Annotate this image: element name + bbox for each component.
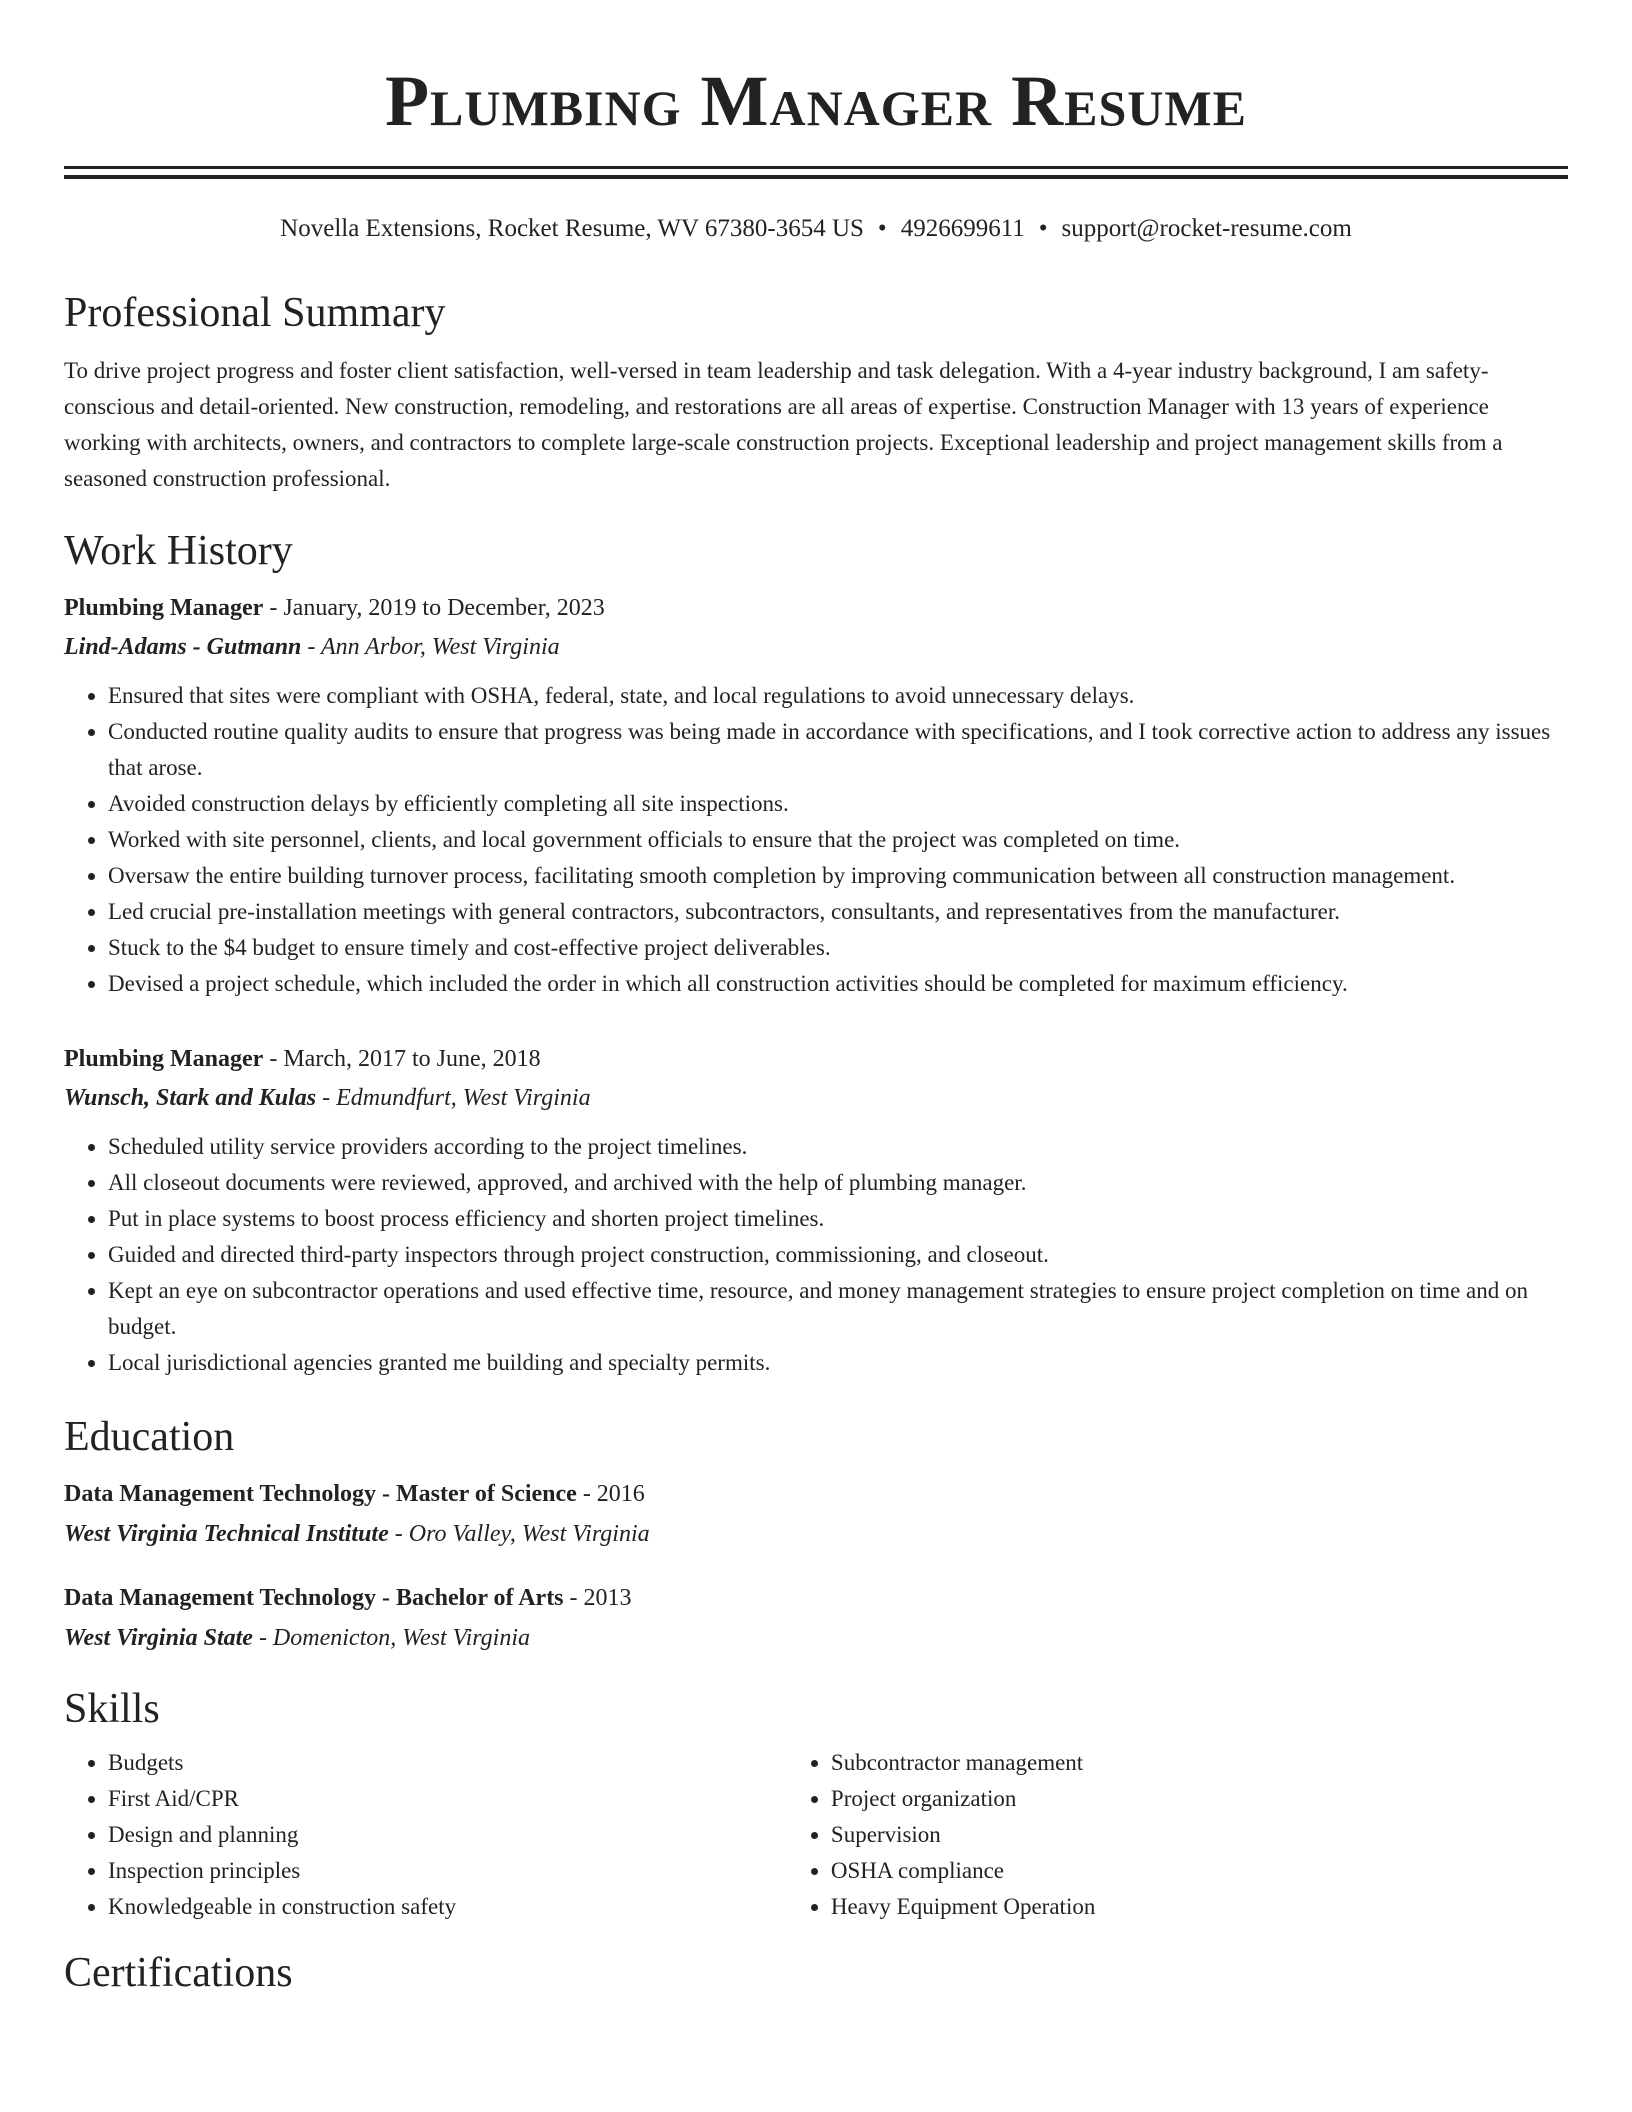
job-dates: - January, 2019 to December, 2023 — [263, 595, 605, 621]
list-item: • Scheduled utility service providers according to the project timelines. — [108, 1129, 1568, 1165]
skill-item: • Inspection principles — [108, 1853, 787, 1889]
job-title: Plumbing Manager — [64, 595, 264, 621]
skills-column-right — [787, 1745, 1568, 1925]
degree-year: - 2013 — [563, 1585, 632, 1611]
job-dates: - March, 2017 to June, 2018 — [263, 1046, 541, 1072]
contact-separator: • — [1038, 215, 1048, 242]
job-company-line — [64, 630, 1568, 664]
contact-line — [64, 213, 1568, 245]
title-divider-top — [64, 166, 1568, 169]
skill-item: • OSHA compliance — [831, 1853, 1568, 1889]
work-history-heading: Work History — [64, 528, 293, 574]
degree-name: Data Management Technology - Bachelor of Arts — [64, 1585, 564, 1611]
list-item: • All closeout documents were reviewed, approved, and archived with the help of plumbing manager. — [108, 1165, 1568, 1201]
skill-item: • First Aid/CPR — [108, 1781, 787, 1817]
list-item: • Put in place systems to boost process efficiency and shorten project timelines. — [108, 1201, 1568, 1237]
list-item: • Local jurisdictional agencies granted me building and specialty permits. — [108, 1345, 1568, 1381]
education-entry — [64, 1477, 1568, 1551]
skill-item: • Knowledgeable in construction safety — [108, 1889, 787, 1925]
list-item: • Devised a project schedule, which included the order in which all construction activities should be completed for maximum efficiency. — [108, 966, 1568, 1002]
list-item: • Conducted routine quality audits to ensure that progress was being made in accordance with specifications, and I took corrective action to address any issues that arose. — [108, 714, 1568, 786]
list-item: • Worked with site personnel, clients, and local government officials to ensure that the project was completed on time. — [108, 822, 1568, 858]
job-company: Wunsch, Stark and Kulas — [64, 1085, 317, 1111]
degree-line — [64, 1581, 1568, 1615]
job-bullets — [64, 1129, 1568, 1381]
resume-page — [64, 0, 1568, 1999]
skill-item: • Design and planning — [108, 1817, 787, 1853]
list-item: • Ensured that sites were compliant with OSHA, federal, state, and local regulations to avoid unnecessary delays. — [108, 678, 1568, 714]
school-line — [64, 1517, 1568, 1551]
job-title-line — [64, 591, 1568, 625]
contact-separator: • — [877, 215, 887, 242]
contact-email: support@rocket-resume.com — [1061, 215, 1352, 242]
job-company: Lind-Adams - Gutmann — [64, 634, 302, 660]
skill-item: • Heavy Equipment Operation — [831, 1889, 1568, 1925]
skills-column-left — [64, 1745, 787, 1925]
summary-heading: Professional Summary — [64, 290, 446, 336]
summary-text: To drive project progress and foster client satisfaction, well-versed in team leadership and task delegation. With a 4-year industry background, I am safety-conscious and detail-oriented. New construction, remodeling, and restorations are all areas of expertise. Construction Manager with 13 years of experience working with architects, owners, and contractors to complete large-scale construction projects. Exceptional leadership and project management skills from a seasoned construction professional. — [64, 358, 1503, 491]
page-title: Plumbing Manager Resume — [385, 61, 1247, 141]
contact-address: Novella Extensions, Rocket Resume, WV 67380-3654 US — [280, 215, 864, 242]
list-item: • Avoided construction delays by efficiently completing all site inspections. — [108, 786, 1568, 822]
job-location: - Ann Arbor, West Virginia — [301, 634, 560, 660]
list-item: • Stuck to the $4 budget to ensure timely and cost-effective project deliverables. — [108, 930, 1568, 966]
degree-line — [64, 1477, 1568, 1511]
skill-item: • Subcontractor management — [831, 1745, 1568, 1781]
job-company-line — [64, 1081, 1568, 1115]
skill-item: • Project organization — [831, 1781, 1568, 1817]
skill-item: • Budgets — [108, 1745, 787, 1781]
list-item: • Oversaw the entire building turnover process, facilitating smooth completion by improving communication between all construction management. — [108, 858, 1568, 894]
list-item: • Kept an eye on subcontractor operations and used effective time, resource, and money management strategies to ensure project completion on time and on budget. — [108, 1273, 1568, 1345]
certifications-heading: Certifications — [64, 1950, 293, 1996]
skills-list — [64, 1745, 1568, 1925]
list-item: • Guided and directed third-party inspectors through project construction, commissioning, and closeout. — [108, 1237, 1568, 1273]
school-location: - Oro Valley, West Virginia — [388, 1521, 650, 1547]
school-location: - Domenicton, West Virginia — [252, 1625, 531, 1651]
list-item: • Led crucial pre-installation meetings with general contractors, subcontractors, consultants, and representatives from the manufacturer. — [108, 894, 1568, 930]
contact-phone: 4926699611 — [900, 215, 1025, 242]
job-title-line — [64, 1042, 1568, 1076]
degree-year: - 2016 — [576, 1481, 645, 1507]
degree-name: Data Management Technology - Master of Science — [64, 1481, 577, 1507]
school-line — [64, 1621, 1568, 1655]
job-bullets — [64, 678, 1568, 1002]
job-entry — [64, 1042, 1568, 1381]
job-title: Plumbing Manager — [64, 1046, 264, 1072]
skills-heading: Skills — [64, 1686, 160, 1732]
job-location: - Edmundfurt, West Virginia — [316, 1085, 591, 1111]
education-entry — [64, 1581, 1568, 1655]
skill-item: • Supervision — [831, 1817, 1568, 1853]
education-heading: Education — [64, 1414, 235, 1460]
title-divider-bottom — [64, 175, 1568, 179]
job-entry — [64, 591, 1568, 1002]
school-name: West Virginia Technical Institute — [64, 1521, 389, 1547]
school-name: West Virginia State — [64, 1625, 253, 1651]
